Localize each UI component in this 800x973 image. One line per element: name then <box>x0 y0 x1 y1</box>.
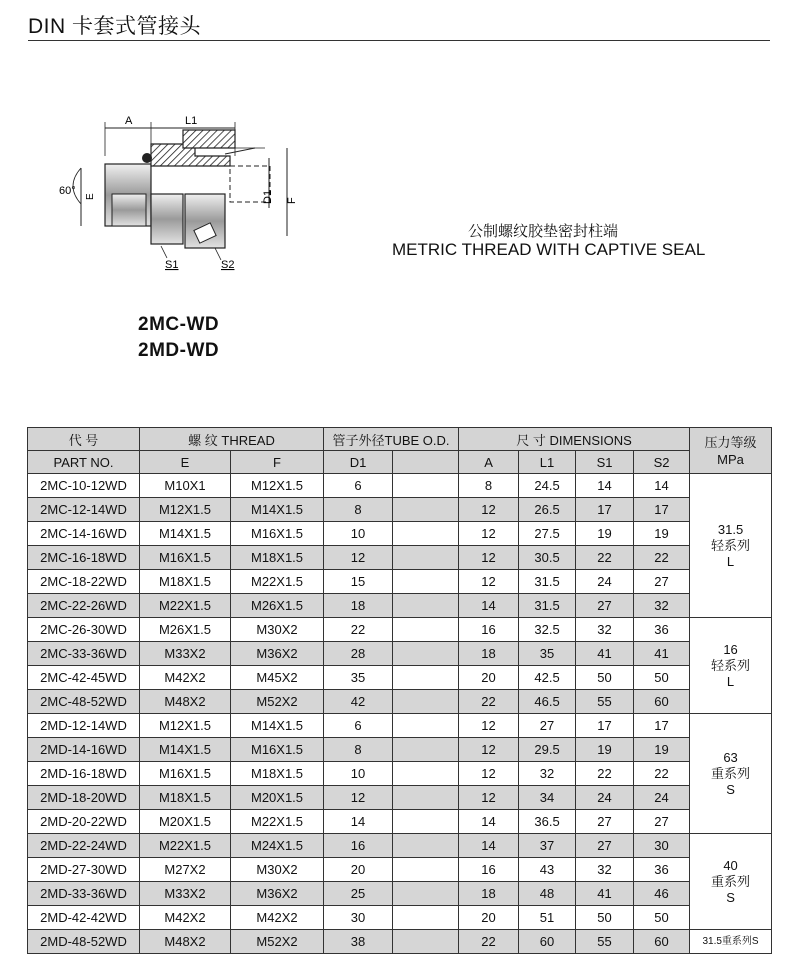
cell-dim-s2: 22 <box>634 546 690 570</box>
header-pressure-unit: MPa <box>717 451 744 467</box>
table-row <box>28 930 772 954</box>
cell-part-no: 2MC-14-16WD <box>28 522 140 546</box>
cell-dim-s1: 41 <box>576 882 634 906</box>
cell-part-no: 2MD-42-42WD <box>28 906 140 930</box>
table-row <box>28 882 772 906</box>
cell-dim-s2: 60 <box>634 930 690 954</box>
table-row <box>28 474 772 498</box>
cell-dim-s1: 17 <box>576 714 634 738</box>
cell-blank <box>393 522 459 546</box>
cell-blank <box>393 906 459 930</box>
cell-dim-s1: 32 <box>576 858 634 882</box>
cell-dim-l1: 32.5 <box>519 618 576 642</box>
cell-part-no: 2MC-10-12WD <box>28 474 140 498</box>
cell-tube-d1: 30 <box>324 906 393 930</box>
cell-dim-s2: 41 <box>634 642 690 666</box>
header-dimensions: 尺 寸 DIMENSIONS <box>459 428 690 451</box>
cell-dim-s2: 19 <box>634 738 690 762</box>
cell-tube-d1: 35 <box>324 666 393 690</box>
cell-blank <box>393 666 459 690</box>
cell-thread-e: M18X1.5 <box>140 570 231 594</box>
cell-thread-e: M33X2 <box>140 642 231 666</box>
cell-dim-s1: 17 <box>576 498 634 522</box>
cell-dim-a: 14 <box>459 834 519 858</box>
cell-dim-s1: 55 <box>576 930 634 954</box>
pressure-group <box>690 930 772 954</box>
table-row <box>28 642 772 666</box>
cell-tube-d1: 18 <box>324 594 393 618</box>
cell-blank <box>393 690 459 714</box>
cell-dim-a: 12 <box>459 522 519 546</box>
cell-thread-f: M20X1.5 <box>231 786 324 810</box>
cell-blank <box>393 594 459 618</box>
cell-blank <box>393 618 459 642</box>
pressure-value: 16 <box>723 641 738 657</box>
cell-tube-d1: 25 <box>324 882 393 906</box>
cell-thread-e: M27X2 <box>140 858 231 882</box>
pressure-value: 31.5重系列S <box>702 935 759 947</box>
header-f: F <box>231 451 324 474</box>
cell-dim-l1: 31.5 <box>519 594 576 618</box>
cell-dim-s2: 19 <box>634 522 690 546</box>
cell-dim-s2: 46 <box>634 882 690 906</box>
header-part-no: PART NO. <box>28 451 140 474</box>
cell-dim-a: 16 <box>459 858 519 882</box>
pressure-code: S <box>726 781 735 797</box>
cell-dim-s1: 19 <box>576 522 634 546</box>
cell-thread-e: M42X2 <box>140 906 231 930</box>
cell-tube-d1: 12 <box>324 546 393 570</box>
cell-dim-l1: 26.5 <box>519 498 576 522</box>
cell-tube-d1: 22 <box>324 618 393 642</box>
cell-blank <box>393 714 459 738</box>
header-code: 代 号 <box>28 428 140 451</box>
cell-dim-s2: 50 <box>634 906 690 930</box>
cell-thread-e: M42X2 <box>140 666 231 690</box>
cell-blank <box>393 786 459 810</box>
cell-dim-s2: 60 <box>634 690 690 714</box>
cell-blank <box>393 834 459 858</box>
cell-thread-e: M16X1.5 <box>140 546 231 570</box>
cell-blank <box>393 738 459 762</box>
pressure-group <box>690 834 772 930</box>
cell-dim-l1: 35 <box>519 642 576 666</box>
cell-dim-a: 22 <box>459 930 519 954</box>
header-tube-od: 管子外径TUBE O.D. <box>324 428 459 451</box>
cell-thread-f: M42X2 <box>231 906 324 930</box>
cell-dim-s2: 14 <box>634 474 690 498</box>
cell-thread-e: M48X2 <box>140 690 231 714</box>
header-blank <box>393 451 459 474</box>
cell-dim-l1: 48 <box>519 882 576 906</box>
cell-dim-a: 14 <box>459 594 519 618</box>
cell-thread-e: M12X1.5 <box>140 498 231 522</box>
cell-tube-d1: 8 <box>324 738 393 762</box>
table-row <box>28 690 772 714</box>
cell-dim-s2: 24 <box>634 786 690 810</box>
cell-dim-s1: 27 <box>576 594 634 618</box>
pressure-code: S <box>726 889 735 905</box>
cell-thread-e: M10X1 <box>140 474 231 498</box>
cell-thread-f: M16X1.5 <box>231 522 324 546</box>
cell-part-no: 2MD-27-30WD <box>28 858 140 882</box>
cell-part-no: 2MC-12-14WD <box>28 498 140 522</box>
cell-thread-f: M16X1.5 <box>231 738 324 762</box>
cell-dim-l1: 27.5 <box>519 522 576 546</box>
pressure-series: 重系列 <box>711 873 751 889</box>
table-subheader-row <box>28 451 772 474</box>
cell-part-no: 2MC-48-52WD <box>28 690 140 714</box>
header-thread: 螺 纹 THREAD <box>140 428 324 451</box>
table-row <box>28 498 772 522</box>
cell-dim-l1: 24.5 <box>519 474 576 498</box>
cell-dim-s1: 50 <box>576 666 634 690</box>
cell-dim-l1: 31.5 <box>519 570 576 594</box>
header-d1: D1 <box>324 451 393 474</box>
cell-thread-e: M22X1.5 <box>140 834 231 858</box>
cell-tube-d1: 10 <box>324 762 393 786</box>
cell-tube-d1: 6 <box>324 474 393 498</box>
cell-dim-l1: 37 <box>519 834 576 858</box>
cell-dim-a: 20 <box>459 906 519 930</box>
table-row <box>28 570 772 594</box>
cell-dim-s1: 27 <box>576 810 634 834</box>
label-angle: 60° <box>59 185 76 197</box>
cell-dim-s1: 22 <box>576 762 634 786</box>
description-english: METRIC THREAD WITH CAPTIVE SEAL <box>392 240 706 259</box>
cell-dim-l1: 43 <box>519 858 576 882</box>
cell-thread-f: M52X2 <box>231 690 324 714</box>
cell-dim-a: 12 <box>459 546 519 570</box>
cell-part-no: 2MD-12-14WD <box>28 714 140 738</box>
cell-thread-f: M30X2 <box>231 618 324 642</box>
cell-part-no: 2MD-22-24WD <box>28 834 140 858</box>
cell-blank <box>393 882 459 906</box>
table-row <box>28 522 772 546</box>
cell-dim-a: 16 <box>459 618 519 642</box>
cell-thread-f: M14X1.5 <box>231 714 324 738</box>
cell-blank <box>393 570 459 594</box>
cell-thread-e: M12X1.5 <box>140 714 231 738</box>
cell-dim-s1: 50 <box>576 906 634 930</box>
cell-tube-d1: 6 <box>324 714 393 738</box>
cell-thread-e: M14X1.5 <box>140 522 231 546</box>
cell-dim-s2: 32 <box>634 594 690 618</box>
cell-part-no: 2MD-48-52WD <box>28 930 140 954</box>
cell-part-no: 2MC-26-30WD <box>28 618 140 642</box>
model-code: 2MD-WD <box>138 340 220 361</box>
cell-part-no: 2MC-42-45WD <box>28 666 140 690</box>
cell-thread-e: M16X1.5 <box>140 762 231 786</box>
cell-dim-a: 8 <box>459 474 519 498</box>
cell-blank <box>393 474 459 498</box>
cell-dim-l1: 29.5 <box>519 738 576 762</box>
cell-dim-s1: 41 <box>576 642 634 666</box>
cell-thread-e: M26X1.5 <box>140 618 231 642</box>
cell-blank <box>393 546 459 570</box>
pressure-series: 轻系列 <box>711 537 751 553</box>
label-d1: D1 <box>262 189 274 204</box>
cell-thread-f: M52X2 <box>231 930 324 954</box>
cell-dim-l1: 30.5 <box>519 546 576 570</box>
cell-dim-a: 12 <box>459 786 519 810</box>
cell-thread-f: M36X2 <box>231 882 324 906</box>
cell-thread-f: M18X1.5 <box>231 546 324 570</box>
cell-thread-f: M24X1.5 <box>231 834 324 858</box>
cell-blank <box>393 930 459 954</box>
pressure-group <box>690 474 772 618</box>
label-l1: L1 <box>185 115 198 127</box>
pressure-value: 31.5 <box>717 521 744 537</box>
cell-thread-f: M30X2 <box>231 858 324 882</box>
cell-part-no: 2MD-33-36WD <box>28 882 140 906</box>
header-pressure-label: 压力等级 <box>704 434 757 450</box>
fitting-drawing <box>55 108 325 278</box>
cell-thread-f: M22X1.5 <box>231 810 324 834</box>
cell-tube-d1: 12 <box>324 786 393 810</box>
cell-thread-f: M26X1.5 <box>231 594 324 618</box>
cell-dim-a: 18 <box>459 642 519 666</box>
cell-thread-e: M14X1.5 <box>140 738 231 762</box>
cell-blank <box>393 498 459 522</box>
cell-part-no: 2MD-16-18WD <box>28 762 140 786</box>
cell-dim-s1: 24 <box>576 786 634 810</box>
title-divider <box>28 40 770 41</box>
cell-thread-f: M18X1.5 <box>231 762 324 786</box>
cell-dim-s2: 50 <box>634 666 690 690</box>
cell-dim-a: 20 <box>459 666 519 690</box>
pressure-series: 重系列 <box>711 765 751 781</box>
table-row <box>28 666 772 690</box>
cell-dim-a: 12 <box>459 570 519 594</box>
cell-dim-l1: 36.5 <box>519 810 576 834</box>
label-f: F <box>286 197 298 204</box>
cell-tube-d1: 16 <box>324 834 393 858</box>
cell-thread-f: M36X2 <box>231 642 324 666</box>
pressure-group <box>690 714 772 834</box>
cell-tube-d1: 14 <box>324 810 393 834</box>
table-row <box>28 594 772 618</box>
cell-blank <box>393 642 459 666</box>
cell-tube-d1: 42 <box>324 690 393 714</box>
table-row <box>28 762 772 786</box>
table-row <box>28 546 772 570</box>
pressure-code: L <box>726 673 735 689</box>
cell-tube-d1: 38 <box>324 930 393 954</box>
page-title: DIN 卡套式管接头 <box>28 15 201 38</box>
cell-thread-e: M48X2 <box>140 930 231 954</box>
cell-tube-d1: 20 <box>324 858 393 882</box>
cell-dim-a: 12 <box>459 498 519 522</box>
cell-dim-a: 12 <box>459 714 519 738</box>
table-row <box>28 858 772 882</box>
cell-thread-e: M20X1.5 <box>140 810 231 834</box>
cell-thread-f: M22X1.5 <box>231 570 324 594</box>
cell-dim-s2: 22 <box>634 762 690 786</box>
cell-dim-l1: 34 <box>519 786 576 810</box>
cell-dim-s1: 32 <box>576 618 634 642</box>
table-row <box>28 714 772 738</box>
pressure-group <box>690 618 772 714</box>
cell-dim-s1: 14 <box>576 474 634 498</box>
cell-thread-e: M22X1.5 <box>140 594 231 618</box>
cell-dim-a: 12 <box>459 762 519 786</box>
cell-dim-a: 12 <box>459 738 519 762</box>
cell-part-no: 2MD-20-22WD <box>28 810 140 834</box>
cell-part-no: 2MD-18-20WD <box>28 786 140 810</box>
header-e: E <box>140 451 231 474</box>
cell-dim-s1: 19 <box>576 738 634 762</box>
header-s2: S2 <box>634 451 690 474</box>
header-a: A <box>459 451 519 474</box>
table-header-row <box>28 428 772 451</box>
cell-blank <box>393 762 459 786</box>
label-e: E <box>85 193 96 200</box>
cell-tube-d1: 15 <box>324 570 393 594</box>
table-row <box>28 906 772 930</box>
cell-thread-f: M14X1.5 <box>231 498 324 522</box>
cell-dim-l1: 42.5 <box>519 666 576 690</box>
table-row <box>28 738 772 762</box>
cell-dim-s2: 17 <box>634 714 690 738</box>
pressure-series: 轻系列 <box>711 657 751 673</box>
cell-dim-s2: 36 <box>634 618 690 642</box>
cell-dim-s1: 24 <box>576 570 634 594</box>
cell-dim-a: 14 <box>459 810 519 834</box>
cell-dim-s2: 30 <box>634 834 690 858</box>
cell-dim-l1: 60 <box>519 930 576 954</box>
header-l1: L1 <box>519 451 576 474</box>
cell-dim-l1: 32 <box>519 762 576 786</box>
label-s2: S2 <box>221 259 235 271</box>
cell-thread-f: M45X2 <box>231 666 324 690</box>
cell-tube-d1: 10 <box>324 522 393 546</box>
cell-part-no: 2MC-16-18WD <box>28 546 140 570</box>
cell-thread-f: M12X1.5 <box>231 474 324 498</box>
header-pressure <box>690 428 772 474</box>
cell-part-no: 2MC-22-26WD <box>28 594 140 618</box>
label-s1: S1 <box>165 259 179 271</box>
cell-dim-s2: 36 <box>634 858 690 882</box>
cell-tube-d1: 28 <box>324 642 393 666</box>
table-row <box>28 618 772 642</box>
cell-dim-a: 18 <box>459 882 519 906</box>
cell-dim-l1: 46.5 <box>519 690 576 714</box>
cell-dim-s2: 17 <box>634 498 690 522</box>
cell-dim-l1: 27 <box>519 714 576 738</box>
description-chinese: 公制螺纹胶垫密封柱端 <box>468 223 619 240</box>
cell-thread-e: M18X1.5 <box>140 786 231 810</box>
table-row <box>28 834 772 858</box>
pressure-code: L <box>726 553 735 569</box>
cell-part-no: 2MC-18-22WD <box>28 570 140 594</box>
cell-dim-a: 22 <box>459 690 519 714</box>
cell-part-no: 2MD-14-16WD <box>28 738 140 762</box>
cell-dim-s1: 27 <box>576 834 634 858</box>
cell-blank <box>393 858 459 882</box>
cell-dim-s2: 27 <box>634 570 690 594</box>
pressure-value: 40 <box>723 857 738 873</box>
cell-thread-e: M33X2 <box>140 882 231 906</box>
cell-part-no: 2MC-33-36WD <box>28 642 140 666</box>
table-row <box>28 786 772 810</box>
cell-dim-s1: 22 <box>576 546 634 570</box>
cell-dim-s2: 27 <box>634 810 690 834</box>
dimensions-table <box>27 427 772 954</box>
header-s1: S1 <box>576 451 634 474</box>
cell-dim-s1: 55 <box>576 690 634 714</box>
pressure-value: 63 <box>723 749 738 765</box>
cell-tube-d1: 8 <box>324 498 393 522</box>
model-code: 2MC-WD <box>138 314 220 335</box>
label-a: A <box>125 115 133 127</box>
table-row <box>28 810 772 834</box>
cell-dim-l1: 51 <box>519 906 576 930</box>
cell-blank <box>393 810 459 834</box>
